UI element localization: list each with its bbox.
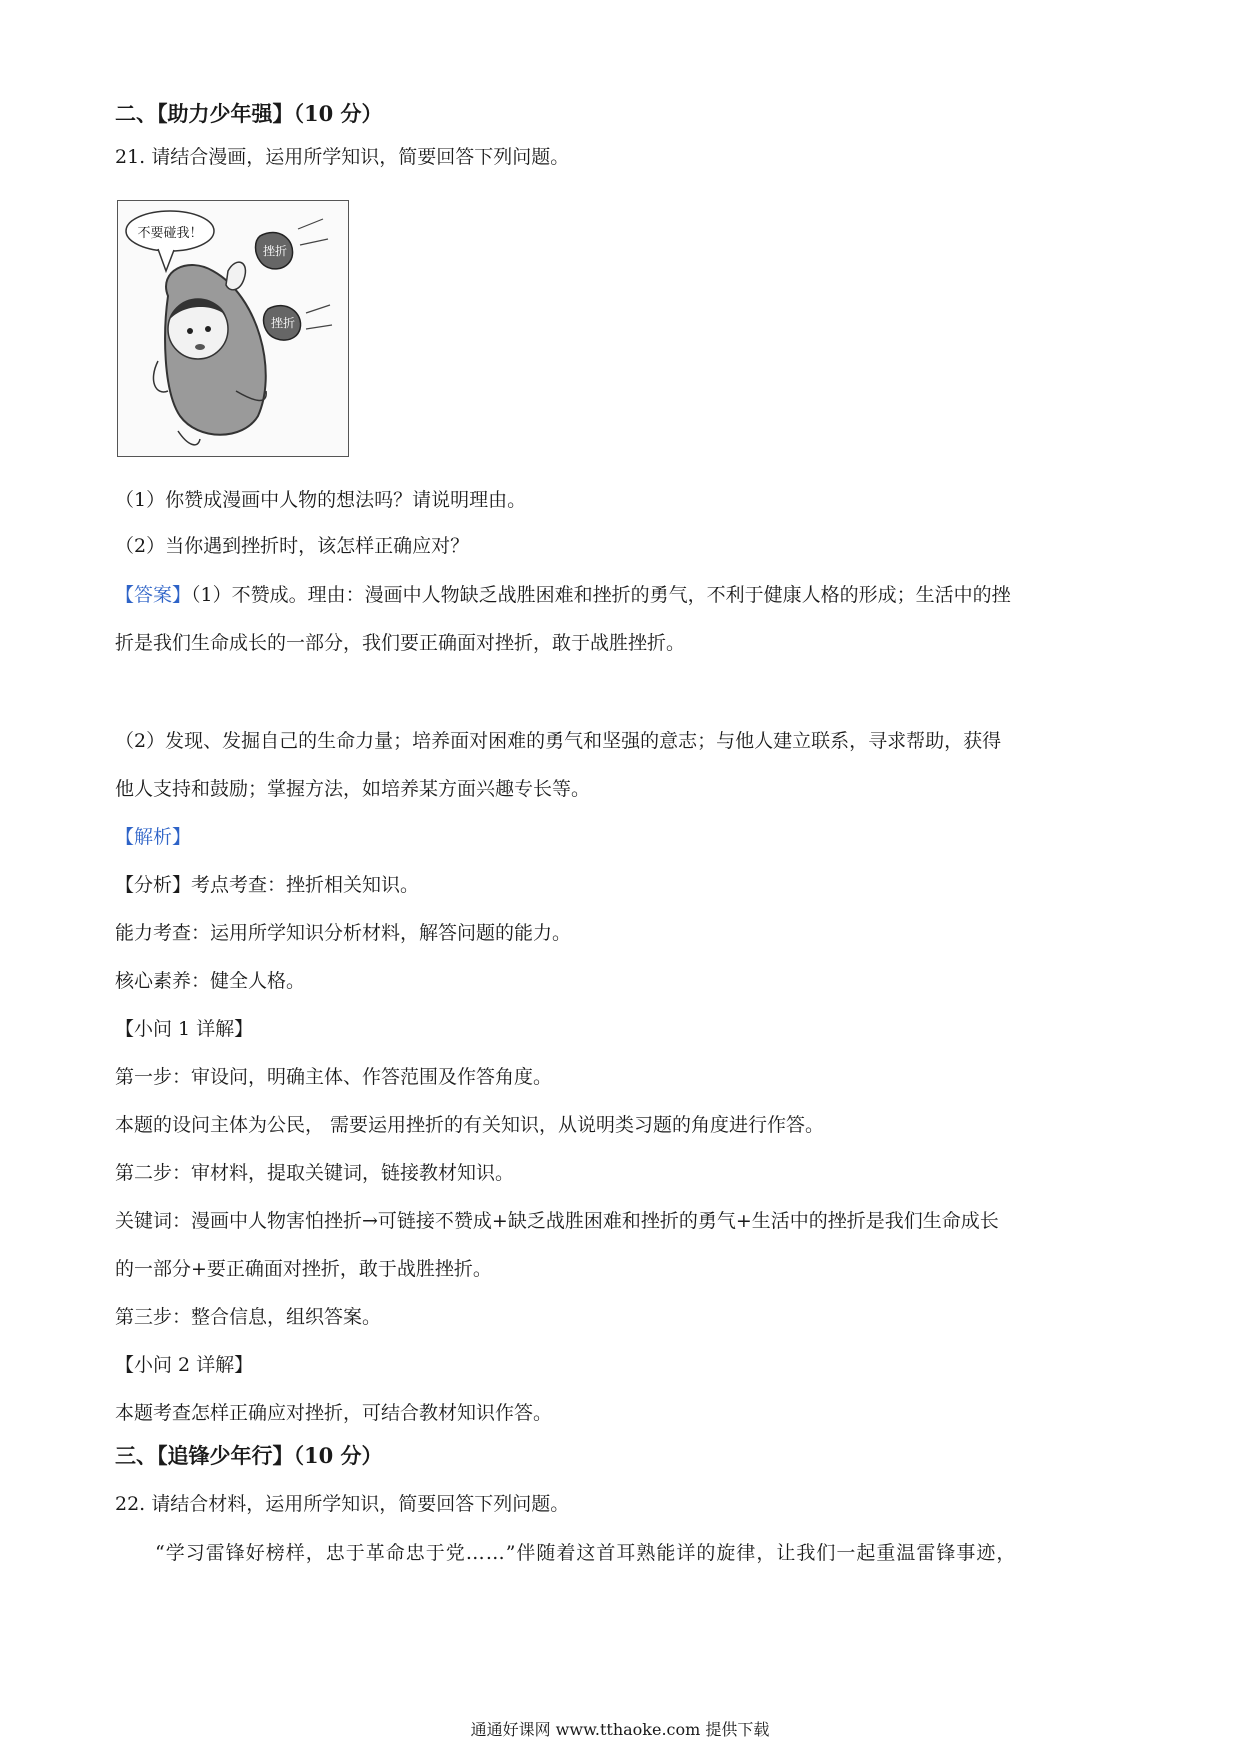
comic-drawing — [118, 201, 348, 456]
analysis-line: 本题的设问主体为公民， 需要运用挫折的有关知识，从说明类习题的角度进行作答。 — [115, 1114, 825, 1136]
question-21-sub-1: （1）你赞成漫画中人物的想法吗？请说明理由。 — [115, 489, 527, 511]
section-2-heading: 二、【助力少年强】（10 分） — [115, 101, 383, 126]
page-footer: 通通好课网 www.tthaoke.com 提供下载 — [470, 1720, 770, 1739]
analysis-line: 核心素养：健全人格。 — [115, 970, 306, 992]
analysis-line: 第二步：审材料，提取关键词，链接教材知识。 — [115, 1162, 515, 1184]
analysis-line: 【分析】考点考查：挫折相关知识。 — [115, 874, 420, 896]
analysis-line: 的一部分+要正确面对挫折，敢于战胜挫折。 — [115, 1258, 492, 1280]
question-22-prompt: 22. 请结合材料，运用所学知识，简要回答下列问题。 — [115, 1493, 570, 1515]
question-22-passage: “学习雷锋好榜样，忠于革命忠于党……”伴随着这首耳熟能详的旋律，让我们一起重温雷锋事迹， — [155, 1542, 1017, 1564]
question-21-prompt: 21. 请结合漫画，运用所学知识，简要回答下列问题。 — [115, 146, 570, 168]
analysis-tag: 【解析】 — [115, 826, 192, 848]
answer-2-line-1: （2）发现、发掘自己的生命力量；培养面对困难的勇气和坚强的意志；与他人建立联系，寻求帮助，获得 — [115, 730, 1002, 752]
speech-bubble-text: 不要碰我！ — [137, 226, 203, 241]
answer-1-line-1 — [115, 582, 1011, 608]
stone-label-top: 挫折 — [262, 244, 288, 258]
analysis-line: 【小问 1 详解】 — [115, 1018, 254, 1040]
analysis-line: 能力考查：运用所学知识分析材料，解答问题的能力。 — [115, 922, 572, 944]
answer-1-text: （1）不赞成。理由：漫画中人物缺乏战胜困难和挫折的勇气，不利于健康人格的形成；生活中的挫 — [191, 584, 1011, 606]
stone-label-bottom: 挫折 — [270, 316, 296, 330]
question-21-sub-2: （2）当你遇到挫折时，该怎样正确应对？ — [115, 535, 470, 557]
analysis-line: 本题考查怎样正确应对挫折，可结合教材知识作答。 — [115, 1402, 553, 1424]
answer-1-line-2: 折是我们生命成长的一部分，我们要正确面对挫折，敢于战胜挫折。 — [115, 632, 686, 654]
comic-illustration — [117, 200, 349, 457]
analysis-line: 【小问 2 详解】 — [115, 1354, 254, 1376]
analysis-line: 第一步：审设问，明确主体、作答范围及作答角度。 — [115, 1066, 553, 1088]
analysis-line: 第三步：整合信息，组织答案。 — [115, 1306, 382, 1328]
answer-2-line-2: 他人支持和鼓励；掌握方法，如培养某方面兴趣专长等。 — [115, 778, 591, 800]
answer-tag: 【答案】 — [115, 584, 192, 606]
analysis-line: 关键词：漫画中人物害怕挫折→可链接不赞成+缺乏战胜困难和挫折的勇气+生活中的挫折是我们生命成长 — [115, 1210, 999, 1232]
section-3-heading: 三、【追锋少年行】（10 分） — [115, 1443, 383, 1468]
